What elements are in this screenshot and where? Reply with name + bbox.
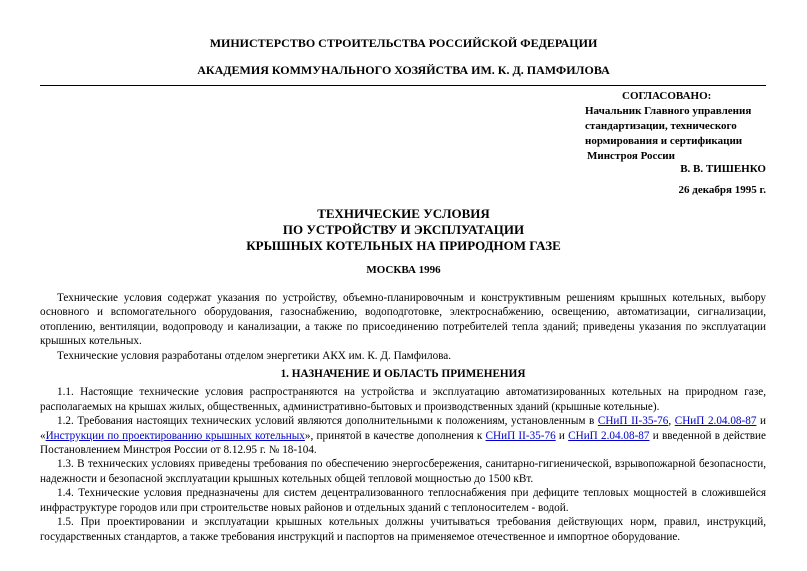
title-line: ТЕХНИЧЕСКИЕ УСЛОВИЯ [317, 206, 490, 221]
clause-text: и « [40, 415, 766, 442]
clause-text: , [668, 415, 675, 428]
approval-block [585, 89, 775, 164]
approval-line: стандартизации, технического [585, 120, 737, 132]
approval-line: Начальник Главного управления [585, 105, 752, 117]
approval-date: 26 декабря 1995 г. [678, 184, 766, 196]
clause-1-3: 1.3. В технических условиях приведены требования по обеспечению энергосбережения, санитарно-гигиенической, взрывопожарной безопасности, надежности и безопасной эксплуатации крышных котельных общей тепловой мощностью до 1500 кВт. [40, 458, 766, 485]
ministry-header: МИНИСТЕРСТВО СТРОИТЕЛЬСТВА РОССИЙСКОЙ ФЕДЕРАЦИИ [209, 36, 598, 50]
section-heading: 1. НАЗНАЧЕНИЕ И ОБЛАСТЬ ПРИМЕНЕНИЯ [280, 368, 526, 381]
clause-text: и [555, 429, 569, 442]
clause-1-4: 1.4. Технические условия предназначены для систем децентрализованного теплоснабжения при дефиците тепловых мощностей в сложившейся инфраструктуре городов или при строительстве новых районов и отдельных зданий с теплоносителем - водой. [40, 487, 766, 514]
clause-1-2 [40, 414, 766, 457]
snip-2-04-08-87-link[interactable]: СНиП 2.04.08-87 [568, 429, 650, 442]
title-line: КРЫШНЫХ КОТЕЛЬНЫХ НА ПРИРОДНОМ ГАЗЕ [246, 238, 561, 253]
city-year: МОСКВА 1996 [366, 264, 441, 276]
clause-text: », принятой в качестве дополнения к [304, 429, 486, 442]
clause-1-1: 1.1. Настоящие технические условия распространяются на устройства и эксплуатацию автоматизированных котельных на природном газе, располагаемых на крышах жилых, общественных, административно-бытовых и производственных зданий (крышные котельные). [40, 386, 766, 413]
clause-text: 1.2. Требования настоящих технических условий являются дополнительными к положениям, установленным в [57, 415, 598, 428]
snip-ii-35-76-link[interactable]: СНиП II-35-76 [485, 429, 556, 442]
roof-boiler-instruction-link[interactable]: Инструкции по проектированию крышных котельных [45, 429, 305, 442]
clause-text: и введенной в действие Постановлением Минстроя России от 8.12.95 г. № 18-104. [40, 429, 766, 457]
academy-header: АКАДЕМИЯ КОММУНАЛЬНОГО ХОЗЯЙСТВА ИМ. К. Д. ПАМФИЛОВА [197, 63, 610, 77]
approval-line: нормирования и сертификации [585, 135, 743, 147]
header-divider [40, 85, 766, 86]
intro-paragraph: Технические условия содержат указания по устройству, объемно-планировочным и конструктивным решениям крышных котельных, выбору основного и вспомогательного оборудования, газоснабжению, водоподготовке, электроснабжению, освещению, автоматизации, сигнализации, отоплению, вентиляции, водопроводу и канализации, а также по присоединению потребителей тепла зданий; приведены указания по эксплуатации крышных котельных. [40, 292, 766, 348]
clause-1-5: 1.5. При проектировании и эксплуатации крышных котельных должны учитываться требования действующих норм, правил, инструкций, государственных стандартов, а также требования инструкций и паспортов на применяемое отечественное и импортное оборудование. [40, 516, 766, 543]
document-title [0, 206, 807, 254]
document-body [40, 291, 766, 544]
approval-line: Минстроя России [587, 150, 675, 162]
approval-title: СОГЛАСОВАНО: [622, 90, 712, 102]
snip-2-04-08-87-link[interactable]: СНиП 2.04.08-87 [674, 415, 757, 428]
intro-paragraph: Технические условия разработаны отделом энергетики АКХ им. К. Д. Памфилова. [57, 349, 452, 362]
title-line: ПО УСТРОЙСТВУ И ЭКСПЛУАТАЦИИ [282, 222, 525, 237]
snip-ii-35-76-link[interactable]: СНиП II-35-76 [597, 415, 669, 428]
approval-signer: В. В. ТИШЕНКО [680, 163, 766, 175]
